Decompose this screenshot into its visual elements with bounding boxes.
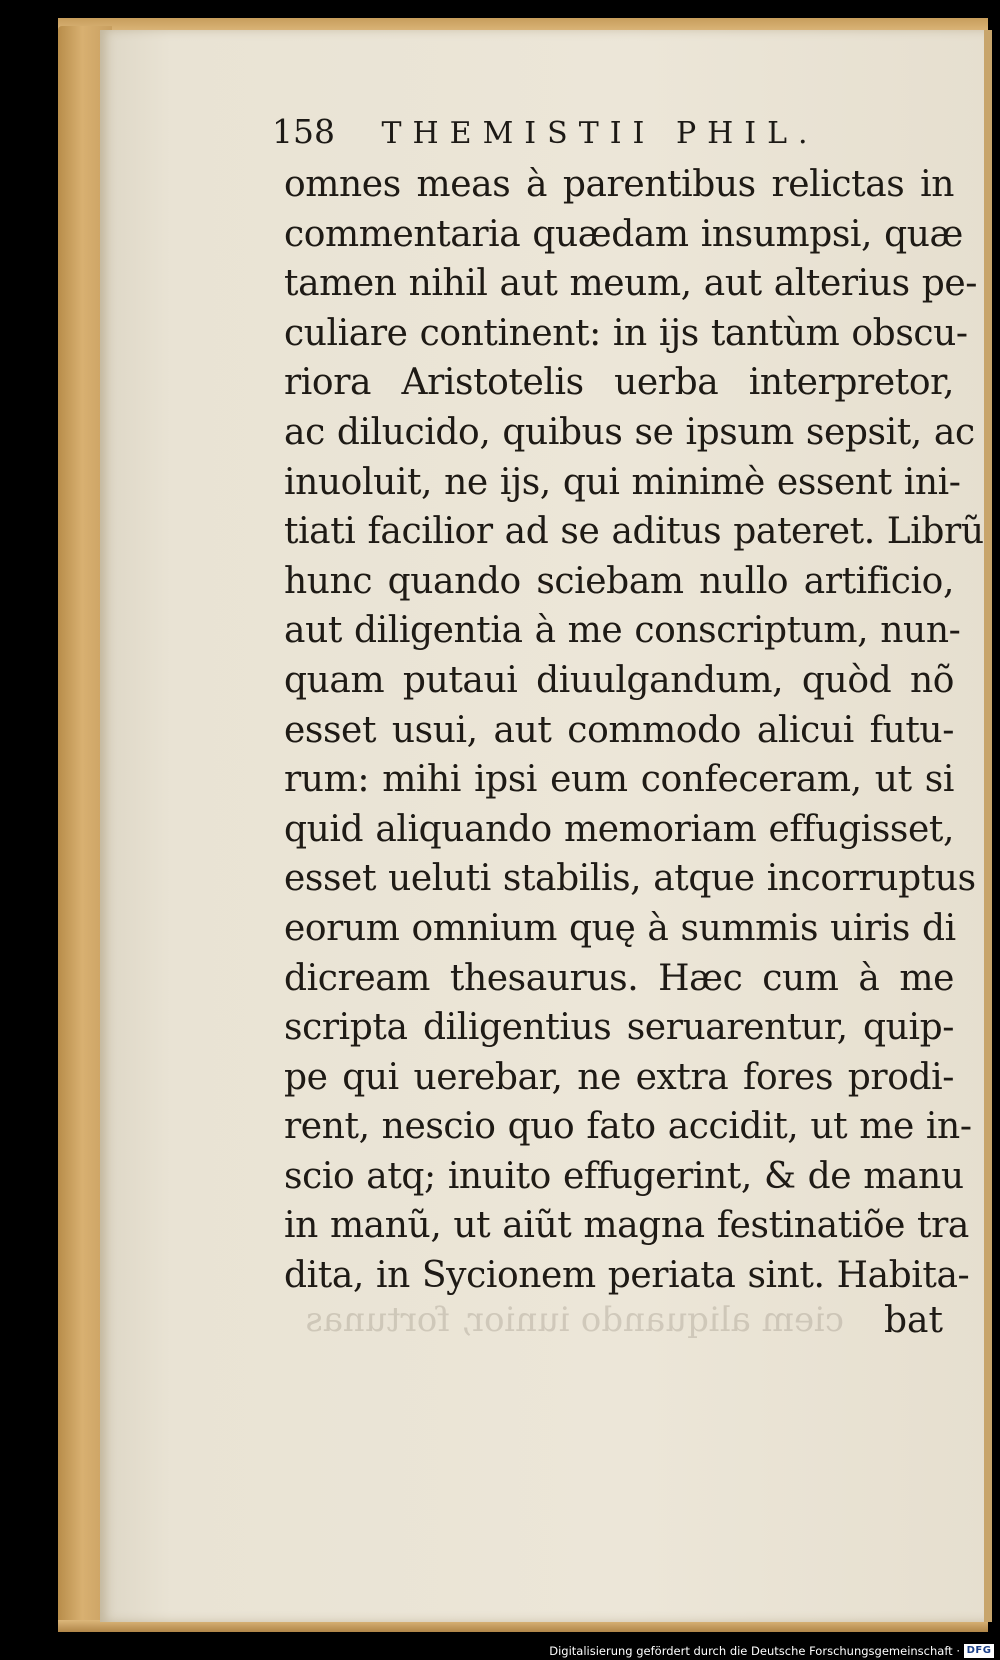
text-line: quam putaui diuulgandum, quòd nõ xyxy=(284,659,954,701)
text-line: aut diligentia à me conscriptum, nun- xyxy=(284,610,961,652)
text-line: riora Aristotelis uerba interpretor, xyxy=(284,362,954,404)
text-line: culiare continent: in ijs tantùm obscu- xyxy=(284,312,968,354)
text-line: in manũ, ut aiũt magna festinatiõe tra xyxy=(284,1205,969,1247)
text-line: rent, nescio quo fato accidit, ut me in- xyxy=(284,1106,972,1148)
text-line: tiati facilior ad se aditus pateret. Librũ xyxy=(284,511,984,553)
text-line: esset ueluti stabilis, atque incorruptus xyxy=(284,858,976,900)
text-line: esset usui, aut commodo alicui futu- xyxy=(284,709,954,751)
text-line: scripta diligentius seruarentur, quip- xyxy=(284,1007,954,1049)
body-text xyxy=(284,160,984,1301)
text-line: dicream thesaurus. Hæc cum à me xyxy=(284,957,954,999)
page-header xyxy=(272,112,952,156)
footer-credit: Digitalisierung gefördert durch die Deutsche Forschungsgemeinschaft · xyxy=(549,1644,960,1658)
text-line: inuoluit, ne ijs, qui minimè essent ini- xyxy=(284,461,961,503)
text-line: rum: mihi ipsi eum confeceram, ut si xyxy=(284,759,954,801)
page-edge xyxy=(984,30,992,1622)
text-line: hunc quando sciebam nullo artificio, xyxy=(284,560,954,602)
text-line: scio atq; inuito effugerint, & de manu xyxy=(284,1155,964,1197)
bleed-through-text: ciem aliquando iunior, fortunas xyxy=(305,1300,844,1340)
text-line: commentaria quædam insumpsi, quæ xyxy=(284,213,963,255)
page-number: 158 xyxy=(272,112,335,151)
text-line: ac dilucido, quibus se ipsum sepsit, ac xyxy=(284,411,975,453)
text-line: eorum omnium quę à summis uiris di xyxy=(284,907,956,949)
text-line: quid aliquando memoriam effugisset, xyxy=(284,808,954,850)
catchword: bat xyxy=(884,1300,943,1341)
text-line: pe qui uerebar, ne extra fores prodi- xyxy=(284,1056,954,1098)
dfg-logo: DFG xyxy=(964,1644,994,1658)
text-line: dita, in Sycionem periata sint. Habita- xyxy=(284,1255,970,1297)
running-head: THEMISTII PHIL. xyxy=(381,116,819,151)
text-line: tamen nihil aut meum, aut alterius pe- xyxy=(284,263,978,305)
text-line: omnes meas à parentibus relictas in xyxy=(284,164,954,205)
